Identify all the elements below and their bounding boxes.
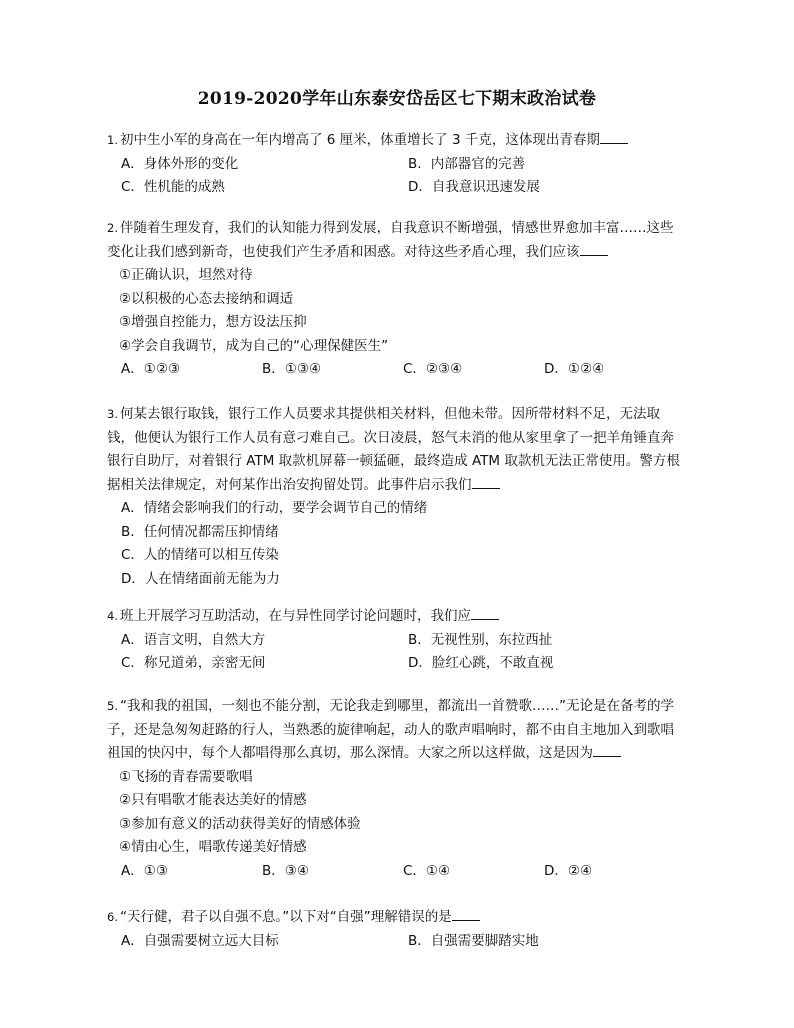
option-c[interactable]: C．人的情绪可以相互传染 (121, 547, 279, 563)
statement-4: ④情由心生，唱歌传递美好情感 (119, 839, 307, 855)
question-1 (107, 129, 683, 200)
question-stem: 班上开展学习互助活动，在与异性同学讨论问题时，我们应 (119, 608, 471, 624)
statement-1: ①飞扬的青春需要歌唱 (119, 768, 253, 785)
statement-3: ③参加有意义的活动获得美好的情感体验 (119, 815, 361, 832)
question-number: 2. (107, 221, 118, 235)
answer-blank (600, 129, 628, 144)
option-d[interactable]: D．自我意识迅速发展 (408, 179, 540, 195)
option-b[interactable]: B．③④ (262, 862, 309, 879)
statement-3: ③增强自控能力，想方设法压抑 (119, 314, 307, 330)
option-a[interactable]: A．身体外形的变化 (121, 155, 239, 172)
option-a[interactable]: A．①②③ (121, 361, 181, 377)
answer-blank (580, 241, 608, 256)
option-d[interactable]: D．人在情绪面前无能为力 (121, 570, 280, 587)
option-c[interactable]: C．②③④ (403, 361, 463, 377)
question-stem: 初中生小军的身高在一年内增高了 6 厘米，体重增长了 3 千克，这体现出青春期 (119, 132, 600, 148)
option-a[interactable]: A．情绪会影响我们的行动，要学会调节自己的情绪 (121, 500, 428, 516)
options (121, 358, 683, 382)
question-number: 4. (107, 609, 118, 623)
option-b[interactable]: B．①③④ (262, 361, 322, 377)
question-number: 5. (107, 699, 118, 713)
answer-blank (471, 605, 499, 620)
options (121, 930, 683, 954)
answer-blank (593, 742, 621, 757)
option-a[interactable]: A．语言文明，自然大方 (121, 631, 266, 648)
question-stem: “天行健，君子以自强不息。”以下对“自强”理解错误的是 (119, 909, 452, 925)
option-b[interactable]: B．任何情况都需压抑情绪 (121, 523, 279, 540)
question-6 (107, 906, 683, 953)
answer-blank (472, 474, 500, 489)
question-stem: “我和我的祖国，一刻也不能分割，无论我走到哪里，都流出一首赞歌……”无论是在备考的学子，还是急匆匆赶路的行人，当熟悉的旋律响起，动人的歌声唱响时，都不由自主地加入到歌唱祖国的快闪中，每个人都唱得那么真切，那么深情。大家之所以这样做，这是因为 (107, 698, 674, 761)
question-number: 1. (107, 133, 118, 147)
question-stem: 何某去银行取钱，银行工作人员要求其提供相关材料，但他未带。因所带材料不足，无法取钱，他便认为银行工作人员有意刁难自己。次日凌晨，怒气未消的他从家里拿了一把羊角锤直奔银行自助厅，对着银行 ATM 取款机屏幕一顿猛砸，最终造成 ATM 取款机无法正常使用。警方根据相关法律规定，对何某作出治安拘留处罚。此事件启示我们 (107, 406, 680, 493)
option-d[interactable]: D．②④ (544, 862, 593, 879)
question-3 (107, 403, 683, 591)
statement-1: ①正确认识，坦然对待 (119, 267, 253, 283)
statement-2: ②只有唱歌才能表达美好的情感 (119, 792, 307, 808)
question-2 (107, 217, 683, 382)
question-4 (107, 605, 683, 676)
option-d[interactable]: D．脸红心跳，不敢直视 (408, 655, 554, 671)
statement-2: ②以积极的心态去接纳和调适 (119, 290, 294, 307)
option-d[interactable]: D．①②④ (544, 361, 605, 377)
page-title: 2019-2020学年山东泰安岱岳区七下期末政治试卷 (197, 89, 597, 109)
question-stem: 伴随着生理发育，我们的认知能力得到发展，自我意识不断增强，情感世界愈加丰富……这些变化让我们感到新奇，也使我们产生矛盾和困惑。对待这些矛盾心理，我们应该 (107, 220, 674, 260)
statement-4: ④学会自我调节，成为自己的“心理保健医生” (119, 337, 389, 354)
option-c[interactable]: C．性机能的成熟 (121, 179, 225, 195)
option-b[interactable]: B．内部器官的完善 (408, 155, 526, 172)
options (121, 629, 683, 676)
question-number: 3. (107, 407, 118, 421)
answer-blank (452, 906, 480, 921)
question-5 (107, 695, 683, 883)
option-b[interactable]: B．自强需要脚踏实地 (408, 932, 539, 949)
options (121, 497, 683, 591)
options (121, 153, 683, 200)
option-c[interactable]: C．①④ (403, 862, 451, 879)
options (121, 860, 683, 884)
option-b[interactable]: B．无视性别，东拉西扯 (408, 631, 553, 648)
question-number: 6. (107, 910, 118, 924)
option-c[interactable]: C．称兄道弟，亲密无间 (121, 655, 266, 671)
option-a[interactable]: A．自强需要树立远大目标 (121, 932, 279, 949)
option-a[interactable]: A．①③ (121, 862, 168, 879)
